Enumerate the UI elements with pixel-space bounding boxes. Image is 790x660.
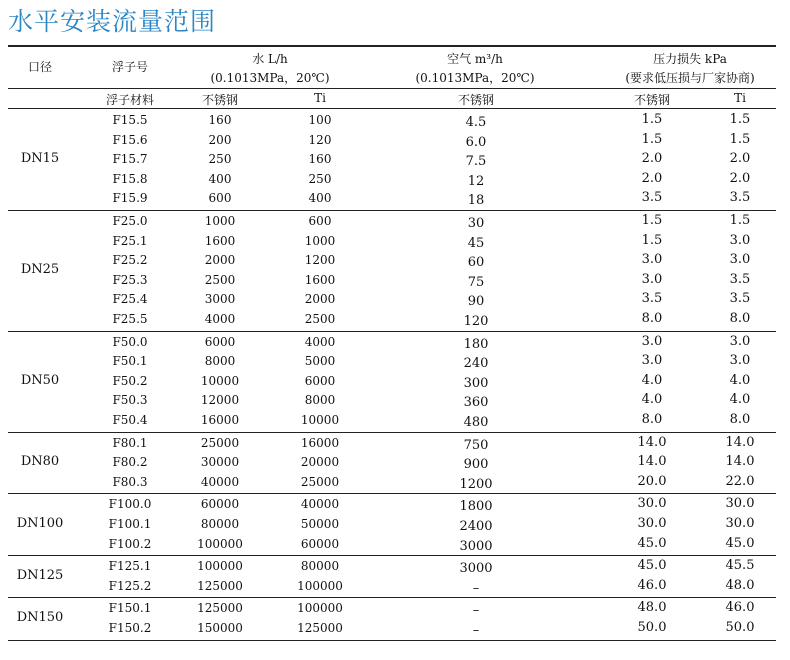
water-ss-cell: 25000 (200, 435, 240, 450)
loss-ti-cell: 3.0 (729, 252, 751, 268)
water-ss-cell: 12000 (200, 393, 240, 408)
float-no-cell: F50.3 (112, 393, 148, 408)
loss-ti-cell: 1.5 (729, 131, 751, 147)
float-no-cell: F80.3 (112, 474, 148, 489)
water-ti-cell: 20000 (300, 455, 340, 470)
caliber-label: DN25 (20, 261, 60, 277)
air-ss-cell: 900 (463, 457, 489, 473)
water-ss-cell: 16000 (200, 413, 240, 427)
header-loss-ti: Ti (734, 91, 746, 105)
header-loss-stainless: 不锈钢 (633, 93, 670, 107)
table-row (0, 535, 790, 555)
caliber-label: DN80 (20, 454, 60, 469)
table-row (0, 189, 790, 209)
loss-ss-cell: 1.5 (641, 131, 663, 147)
air-ss-cell: – (472, 603, 480, 619)
float-no-cell: F25.5 (112, 312, 148, 326)
water-ss-cell: 160 (208, 113, 232, 127)
water-ti-cell: 1200 (304, 253, 336, 268)
water-ti-cell: 2000 (304, 292, 336, 307)
loss-ss-cell: 30.0 (637, 516, 667, 531)
loss-ti-cell: 3.0 (729, 232, 751, 248)
air-ss-cell: 4.5 (465, 115, 487, 130)
float-no-cell: F25.4 (112, 292, 148, 307)
water-ss-cell: 125000 (197, 601, 243, 616)
header-bottom-rule (8, 108, 776, 109)
water-ss-cell: 100000 (197, 559, 243, 574)
table-row (0, 434, 790, 454)
loss-ss-cell: 48.0 (637, 600, 667, 616)
water-ss-cell: 600 (208, 191, 232, 206)
air-ss-cell: 120 (463, 314, 489, 329)
caliber-label: DN100 (16, 515, 64, 531)
float-no-cell: F125.1 (108, 559, 152, 574)
table-row (0, 495, 790, 515)
air-ss-cell: 360 (463, 395, 489, 411)
table-row (0, 150, 790, 170)
loss-ti-cell: 2.0 (729, 151, 751, 167)
water-ss-cell: 40000 (200, 474, 240, 489)
header-caliber: 口径 (27, 60, 52, 74)
loss-ss-cell: 14.0 (637, 434, 667, 450)
float-no-cell: F100.0 (108, 497, 152, 512)
water-ti-cell: 80000 (300, 559, 340, 574)
air-ss-cell: 240 (463, 356, 489, 372)
loss-ss-cell: 3.5 (641, 291, 663, 307)
water-ti-cell: 2500 (304, 312, 336, 326)
loss-ti-cell: 3.0 (729, 333, 751, 349)
air-ss-cell: 60 (467, 255, 485, 271)
float-no-cell: F50.2 (112, 373, 148, 388)
loss-ti-cell: 3.5 (729, 271, 751, 287)
float-no-cell: F25.3 (112, 272, 148, 287)
air-ss-cell: 750 (463, 437, 489, 453)
table-row (0, 333, 790, 353)
air-ss-cell: 75 (467, 274, 485, 290)
table-row (0, 352, 790, 372)
water-ss-cell: 10000 (200, 373, 240, 388)
water-ti-cell: 50000 (300, 517, 340, 531)
loss-ti-cell: 30.0 (725, 496, 755, 512)
table-row (0, 232, 790, 252)
table-row (0, 619, 790, 639)
loss-ti-cell: 48.0 (725, 577, 755, 593)
water-ti-cell: 100000 (297, 578, 343, 593)
water-ti-cell: 16000 (300, 435, 340, 450)
air-ss-cell: 180 (463, 336, 489, 352)
loss-ti-cell: 4.0 (729, 372, 751, 388)
float-no-cell: F50.4 (112, 413, 148, 427)
air-ss-cell: 30 (467, 216, 485, 231)
water-ti-cell: 1600 (304, 272, 336, 287)
loss-ss-cell: 14.0 (637, 454, 667, 470)
water-ss-cell: 30000 (200, 455, 240, 470)
table-row (0, 372, 790, 392)
water-ti-cell: 250 (308, 171, 332, 186)
table-row (0, 453, 790, 473)
loss-ss-cell: 20.0 (637, 473, 667, 489)
loss-ss-cell: 4.0 (641, 392, 663, 408)
loss-ti-cell: 8.0 (729, 412, 751, 427)
caliber-label: DN50 (20, 372, 60, 388)
table-row (0, 212, 790, 232)
loss-ti-cell: 2.0 (729, 170, 751, 186)
water-ti-cell: 6000 (304, 373, 336, 388)
water-ss-cell: 125000 (197, 578, 243, 593)
loss-ti-cell: 14.0 (725, 454, 755, 470)
caliber-label: DN150 (16, 610, 64, 625)
loss-ss-cell: 3.0 (641, 333, 663, 349)
header-water-stainless: 不锈钢 (201, 93, 238, 107)
page-title: 水平安装流量范围 (8, 7, 217, 36)
water-ti-cell: 125000 (297, 621, 343, 635)
table-row (0, 310, 790, 330)
loss-ti-cell: 50.0 (725, 620, 755, 635)
water-ss-cell: 100000 (197, 536, 243, 551)
loss-ti-cell: 3.0 (729, 353, 751, 369)
air-ss-cell: 6.0 (465, 134, 487, 150)
loss-ti-cell: 22.0 (725, 473, 755, 489)
loss-ss-cell: 1.5 (641, 232, 663, 248)
caliber-label: DN15 (20, 151, 60, 166)
water-ss-cell: 2000 (204, 253, 236, 268)
float-no-cell: F15.8 (112, 171, 148, 186)
float-no-cell: F80.2 (112, 455, 148, 470)
float-no-cell: F15.5 (112, 113, 148, 127)
table-row (0, 599, 790, 619)
loss-ti-cell: 45.5 (725, 558, 755, 574)
water-ss-cell: 3000 (204, 292, 236, 307)
float-no-cell: F15.9 (112, 191, 148, 206)
header-float-material: 浮子材料 (105, 93, 154, 107)
air-ss-cell: 300 (463, 375, 489, 391)
air-ss-cell: 12 (467, 173, 485, 189)
water-ss-cell: 60000 (200, 497, 240, 512)
float-no-cell: F25.0 (112, 214, 148, 228)
float-no-cell: F150.1 (108, 601, 152, 616)
loss-ti-cell: 8.0 (729, 311, 751, 326)
header-air-stainless: 不锈钢 (457, 93, 494, 107)
water-ss-cell: 2500 (204, 272, 236, 287)
water-ti-cell: 100 (308, 113, 332, 127)
water-ti-cell: 600 (308, 214, 332, 228)
water-ti-cell: 120 (308, 132, 332, 147)
air-ss-cell: 90 (467, 294, 485, 310)
float-no-cell: F25.1 (112, 233, 148, 248)
header-water-ti: Ti (314, 91, 326, 105)
water-ti-cell: 1000 (304, 233, 336, 248)
loss-ss-cell: 46.0 (637, 577, 667, 593)
float-no-cell: F50.0 (112, 334, 148, 349)
loss-ss-cell: 45.0 (637, 535, 667, 551)
table-row (0, 131, 790, 151)
water-ss-cell: 1000 (204, 214, 236, 228)
loss-ss-cell: 3.5 (641, 190, 663, 206)
water-ti-cell: 4000 (304, 334, 336, 349)
loss-ti-cell: 1.5 (729, 213, 751, 228)
loss-ss-cell: 1.5 (641, 112, 663, 127)
header-pressure-loss-note: (要求低压损与厂家协商) (625, 71, 755, 85)
loss-ss-cell: 3.0 (641, 271, 663, 287)
water-ti-cell: 8000 (304, 393, 336, 408)
air-ss-cell: 7.5 (465, 154, 487, 170)
water-ss-cell: 150000 (197, 621, 243, 635)
loss-ss-cell: 8.0 (641, 311, 663, 326)
table-top-rule (8, 45, 776, 47)
water-ss-cell: 8000 (204, 354, 236, 369)
water-ss-cell: 200 (208, 132, 232, 147)
air-ss-cell: – (472, 623, 480, 638)
loss-ss-cell: 30.0 (637, 496, 667, 512)
loss-ti-cell: 4.0 (729, 392, 751, 408)
loss-ti-cell: 45.0 (725, 535, 755, 551)
loss-ss-cell: 45.0 (637, 558, 667, 574)
float-no-cell: F150.2 (108, 621, 152, 635)
loss-ss-cell: 2.0 (641, 151, 663, 167)
water-ti-cell: 160 (308, 152, 332, 167)
table-row (0, 290, 790, 310)
float-no-cell: F80.1 (112, 435, 148, 450)
loss-ss-cell: 2.0 (641, 170, 663, 186)
air-ss-cell: 3000 (459, 538, 493, 554)
loss-ss-cell: 4.0 (641, 372, 663, 388)
float-no-cell: F100.1 (108, 517, 152, 531)
air-ss-cell: 2400 (459, 519, 493, 534)
table-row (0, 577, 790, 597)
water-ss-cell: 80000 (200, 517, 240, 531)
water-ti-cell: 25000 (300, 474, 340, 489)
table-row (0, 170, 790, 190)
loss-ss-cell: 3.0 (641, 353, 663, 369)
water-ti-cell: 10000 (300, 413, 340, 427)
table-row (0, 271, 790, 291)
water-ti-cell: 60000 (300, 536, 340, 551)
loss-ss-cell: 8.0 (641, 412, 663, 427)
table-row (0, 111, 790, 131)
water-ss-cell: 6000 (204, 334, 236, 349)
water-ti-cell: 40000 (300, 497, 340, 512)
float-no-cell: F15.6 (112, 132, 148, 147)
loss-ti-cell: 30.0 (725, 516, 755, 531)
header-water-title: 水 L/h (252, 52, 288, 66)
header-water-conditions: (0.1013MPa，20℃) (210, 71, 330, 85)
air-ss-cell: 3000 (459, 561, 493, 577)
loss-ti-cell: 14.0 (725, 434, 755, 450)
table-row (0, 391, 790, 411)
float-no-cell: F50.1 (112, 354, 148, 369)
header-air-conditions: (0.1013MPa，20℃) (415, 71, 535, 85)
water-ss-cell: 4000 (204, 312, 236, 326)
float-no-cell: F125.2 (108, 578, 152, 593)
air-ss-cell: 480 (463, 415, 489, 430)
air-ss-cell: 45 (467, 235, 485, 251)
air-ss-cell: 1200 (459, 476, 493, 492)
loss-ss-cell: 3.0 (641, 252, 663, 268)
header-divider (8, 88, 776, 89)
header-air-title: 空气 m³/h (447, 52, 503, 66)
table-row (0, 411, 790, 431)
table-row (0, 557, 790, 577)
table-row (0, 515, 790, 535)
loss-ss-cell: 1.5 (641, 213, 663, 228)
float-no-cell: F25.2 (112, 253, 148, 268)
water-ss-cell: 250 (208, 152, 232, 167)
header-float-no: 浮子号 (111, 60, 148, 74)
water-ti-cell: 100000 (297, 601, 343, 616)
water-ti-cell: 5000 (304, 354, 336, 369)
water-ti-cell: 400 (308, 191, 332, 206)
water-ss-cell: 400 (208, 171, 232, 186)
float-no-cell: F15.7 (112, 152, 148, 167)
water-ss-cell: 1600 (204, 233, 236, 248)
caliber-label: DN125 (16, 567, 64, 583)
float-no-cell: F100.2 (108, 536, 152, 551)
header-pressure-loss-title: 压力损失 kPa (653, 52, 727, 66)
loss-ss-cell: 50.0 (637, 620, 667, 635)
loss-ti-cell: 46.0 (725, 600, 755, 616)
table-row (0, 251, 790, 271)
table-bottom-rule (8, 640, 776, 641)
air-ss-cell: 1800 (459, 499, 493, 515)
air-ss-cell: 18 (467, 193, 485, 209)
table-row (0, 473, 790, 493)
air-ss-cell: – (472, 580, 480, 596)
loss-ti-cell: 3.5 (729, 291, 751, 307)
loss-ti-cell: 3.5 (729, 190, 751, 206)
loss-ti-cell: 1.5 (729, 112, 751, 127)
